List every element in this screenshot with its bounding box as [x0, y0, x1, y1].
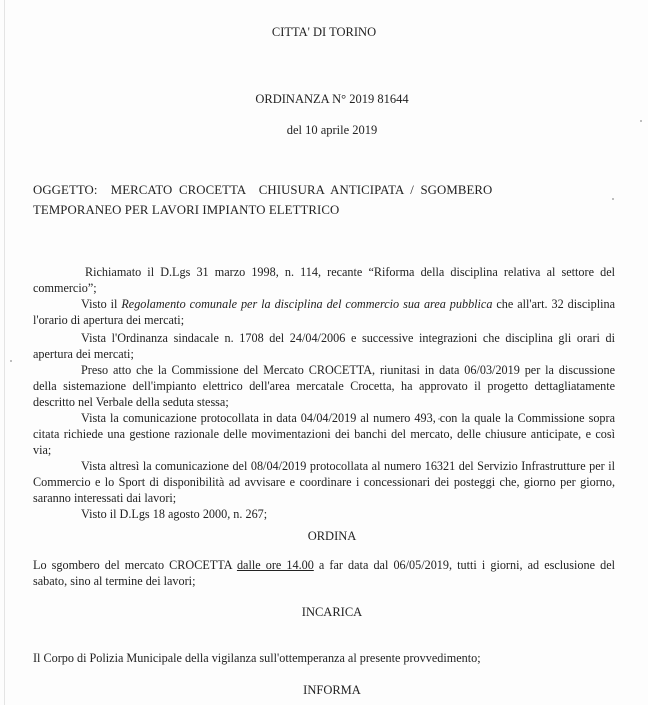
ordinance-number: ORDINANZA N° 2019 81644 [255, 92, 409, 106]
premise-decree [33, 506, 615, 522]
premise-text: Vista altresì la comunicazione del 08/04/2019 protocollata al numero 16321 del Servizio Infrastrutture per il Commercio e lo Sport di disponibilità ad avvisare e coordinare i concessionari dei posteggi che, giorno per giorno, saranno interessati dai lavori; [33, 459, 615, 505]
city-name: CITTA' DI TORINO [271, 25, 377, 39]
ordina-text-start: Lo sgombero del mercato CROCETTA [33, 558, 237, 572]
premise-text-start: Visto il [81, 297, 122, 311]
premise-text: Vista l'Ordinanza sindacale n. 1708 del 24/04/2006 e successive integrazioni che disciplina gli orari di apertura dei mercati; [33, 331, 615, 361]
scan-speck [10, 360, 12, 362]
incarica-heading: INCARICA [301, 605, 363, 619]
informa-heading: INFORMA [303, 683, 361, 697]
regulation-title: Regolamento comunale per la disciplina del commercio sua area pubblica [121, 297, 493, 311]
ordina-time: dalle ore 14.00 [236, 558, 314, 572]
premise-ordinance [33, 330, 615, 362]
ordina-text [33, 557, 615, 589]
ordinance-date: del 10 aprile 2019 [286, 123, 378, 137]
premise-text-end: che all'art. 32 disciplina l'orario di apertura dei mercati; [33, 297, 615, 327]
premise-text: Richiamato il D.Lgs 31 marzo 1998, n. 114, recante “Riforma della disciplina relativa al settore del commercio”; [33, 265, 615, 295]
subject-line-1: OGGETTO: MERCATO CROCETTA CHIUSURA ANTICIPATA / SGOMBERO [33, 183, 493, 197]
premise-legislation [33, 264, 615, 296]
premise-commission [33, 362, 615, 410]
subject-line-2: TEMPORANEO PER LAVORI IMPIANTO ELETTRICO [33, 203, 340, 217]
premise-text: Visto il D.Lgs 18 agosto 2000, n. 267; [81, 507, 268, 521]
premise-regulation [33, 296, 615, 328]
scan-edge-line [4, 0, 5, 705]
ordina-heading: ORDINA [307, 529, 357, 543]
ordina-text-end: a far data dal 06/05/2019, tutti i giorni, ad esclusione del sabato, sino al termine dei lavori; [33, 558, 615, 588]
incarica-text: Il Corpo di Polizia Municipale della vigilanza sull'ottemperanza al presente provvedimento; [33, 651, 481, 665]
premise-service [33, 458, 615, 506]
premise-text: Vista la comunicazione protocollata in data 04/04/2019 al numero 493, con la quale la Commissione sopra citata richiede una gestione razionale delle movimentazioni dei banchi del mercato, delle chiusure anticipate, e così via; [33, 411, 615, 457]
premise-text: Preso atto che la Commissione del Mercato CROCETTA, riunitasi in data 06/03/2019 per la discussione della sistemazione dell'impianto elettrico dell'area mercatale Crocetta, ha approvato il progetto dettagliatamente descritto nel Verbale della seduta stessa; [33, 363, 615, 409]
premise-communication [33, 410, 615, 458]
